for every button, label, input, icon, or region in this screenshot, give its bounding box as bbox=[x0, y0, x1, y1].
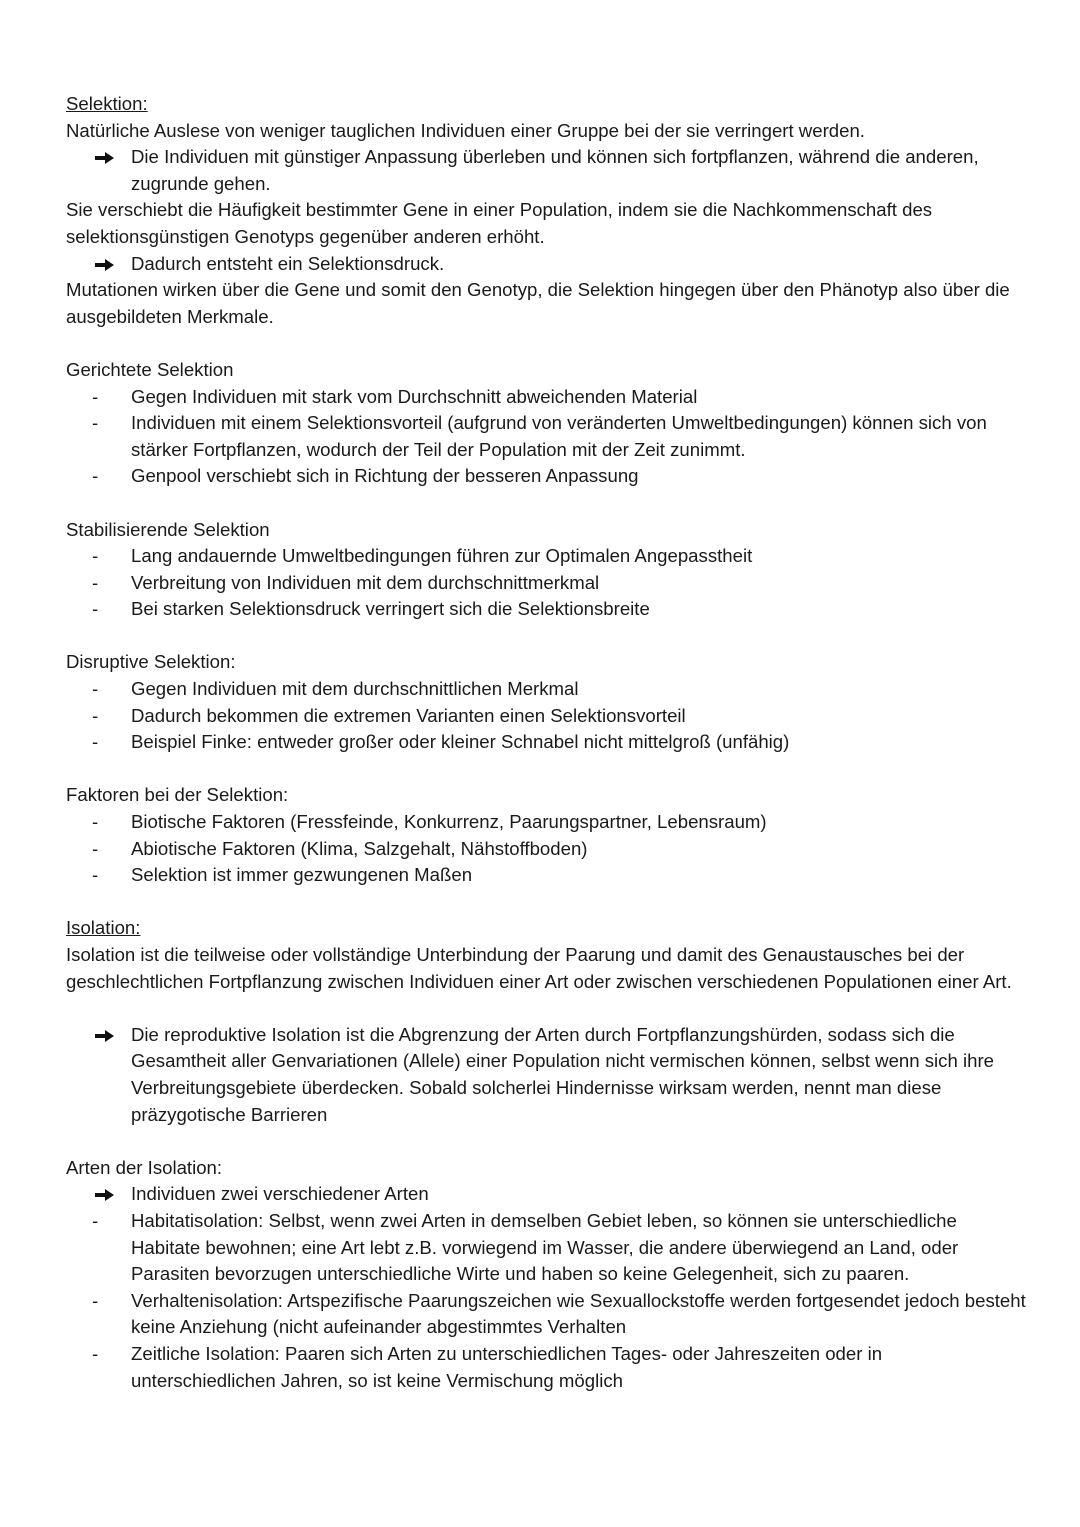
heading-stabilisierende: Stabilisierende Selektion bbox=[66, 518, 270, 540]
list-item: - Biotische Faktoren (Fressfeinde, Konkurrenz, Paarungspartner, Lebensraum) bbox=[66, 809, 1026, 836]
isolation-intro: Isolation ist die teilweise oder vollständige Unterbindung der Paarung und damit des Genaustausches bei der geschlechtlichen Fortpflanzung zwischen Individuen einer Art oder zwischen verschiedenen Populationen einer Art. bbox=[66, 944, 1012, 992]
list-item: - Selektion ist immer gezwungenen Maßen bbox=[66, 862, 1026, 889]
dash-bullet: - bbox=[92, 864, 99, 886]
dash-bullet: - bbox=[92, 837, 99, 859]
dash-bullet: - bbox=[92, 704, 99, 726]
dash-bullet: - bbox=[92, 598, 99, 620]
dash-bullet: - bbox=[92, 385, 99, 407]
arrow-item bbox=[66, 1022, 1026, 1128]
arrow-right-icon bbox=[95, 151, 115, 165]
arten-arrow: Individuen zwei verschiedener Arten bbox=[131, 1183, 429, 1205]
heading-isolation: Isolation: bbox=[66, 917, 141, 939]
list-item: - Verbreitung von Individuen mit dem durchschnittmerkmal bbox=[66, 570, 1026, 597]
dash-bullet: - bbox=[92, 678, 99, 700]
list-item: - Lang andauernde Umweltbedingungen führen zur Optimalen Angepasstheit bbox=[66, 543, 1026, 570]
heading-faktoren: Faktoren bei der Selektion: bbox=[66, 784, 289, 806]
selektion-arrow1: Die Individuen mit günstiger Anpassung überleben und können sich fortpflanzen, während die anderen, zugrunde gehen. bbox=[131, 146, 979, 194]
arrow-item bbox=[66, 251, 1026, 278]
list-item: - Abiotische Faktoren (Klima, Salzgehalt, Nähstoffboden) bbox=[66, 836, 1026, 863]
dash-bullet: - bbox=[92, 1342, 99, 1364]
list-item: - Zeitliche Isolation: Paaren sich Arten zu unterschiedlichen Tages- oder Jahreszeiten oder in unterschiedlichen Jahren, so ist keine Vermischung möglich bbox=[92, 1342, 883, 1391]
selektion-arrow2: Dadurch entsteht ein Selektionsdruck. bbox=[131, 252, 445, 274]
dash-bullet: - bbox=[92, 1209, 99, 1231]
list-item: - Beispiel Finke: entweder großer oder kleiner Schnabel nicht mittelgroß (unfähig) bbox=[66, 729, 1026, 756]
heading-arten: Arten der Isolation: bbox=[66, 1156, 223, 1178]
heading-disruptive: Disruptive Selektion: bbox=[66, 651, 236, 673]
isolation-arrow: Die reproduktive Isolation ist die Abgrenzung der Arten durch Fortpflanzungshürden, sodass sich die Gesamtheit aller Genvariationen (Allele) einer Population nicht vermischen können, selbst wenn sich ihre Verbreitungsgebiete überdecken. Sobald solcherlei Hindernisse wirksam werden, nennt man diese präzygotische Barrieren bbox=[131, 1023, 994, 1125]
list-item: - Verhaltenisolation: Artspezifische Paarungszeichen wie Sexuallockstoffe werden fortgesendet jedoch besteht keine Anziehung (nicht aufeinander abgestimmtes Verhalten bbox=[92, 1289, 1026, 1338]
list-item: - Habitatisolation: Selbst, wenn zwei Arten in demselben Gebiet leben, so können sie unterschiedliche Habitate bewohnen; eine Art lebt z.B. vorwiegend im Wasser, die andere überwiegend an Land, oder Parasiten bevorzugen unterschiedliche Wirte und haben so keine Gelegenheit, sich zu paaren. bbox=[92, 1209, 959, 1285]
document-page bbox=[66, 91, 1026, 1394]
dash-bullet: - bbox=[92, 545, 99, 567]
list-item: - Genpool verschiebt sich in Richtung der besseren Anpassung bbox=[66, 463, 1026, 490]
list-item: - Bei starken Selektionsdruck verringert sich die Selektionsbreite bbox=[66, 596, 1026, 623]
dash-bullet: - bbox=[92, 811, 99, 833]
arrow-right-icon bbox=[95, 1188, 115, 1202]
selektion-para2: Sie verschiebt die Häufigkeit bestimmter Gene in einer Population, indem sie die Nachkommenschaft des selektionsgünstigen Genotyps gegenüber anderen erhöht. bbox=[66, 199, 933, 247]
dash-bullet: - bbox=[92, 465, 99, 487]
list-item: - Gegen Individuen mit stark vom Durchschnitt abweichenden Material bbox=[66, 384, 1026, 411]
heading-gerichtete: Gerichtete Selektion bbox=[66, 358, 234, 380]
selektion-para3: Mutationen wirken über die Gene und somit den Genotyp, die Selektion hingegen über den Phänotyp also über die ausgebildeten Merkmale. bbox=[66, 279, 1010, 327]
arrow-item bbox=[66, 1181, 1026, 1208]
selektion-intro: Natürliche Auslese von weniger tauglichen Individuen einer Gruppe bei der sie verringert werden. bbox=[66, 119, 865, 141]
heading-selektion: Selektion: bbox=[66, 93, 148, 114]
arrow-right-icon bbox=[95, 1029, 115, 1043]
dash-bullet: - bbox=[92, 571, 99, 593]
list-item: - Gegen Individuen mit dem durchschnittlichen Merkmal bbox=[66, 676, 1026, 703]
arrow-right-icon bbox=[95, 258, 115, 272]
list-item: - Individuen mit einem Selektionsvorteil (aufgrund von veränderten Umweltbedingungen) können sich von stärker Fortpflanzen, wodurch der Teil der Population mit der Zeit zunimmt. bbox=[92, 412, 987, 460]
dash-bullet: - bbox=[92, 1289, 99, 1311]
dash-bullet: - bbox=[92, 731, 99, 753]
arrow-item bbox=[66, 144, 1026, 197]
list-item: - Dadurch bekommen die extremen Varianten einen Selektionsvorteil bbox=[66, 703, 1026, 730]
dash-bullet: - bbox=[92, 412, 99, 434]
